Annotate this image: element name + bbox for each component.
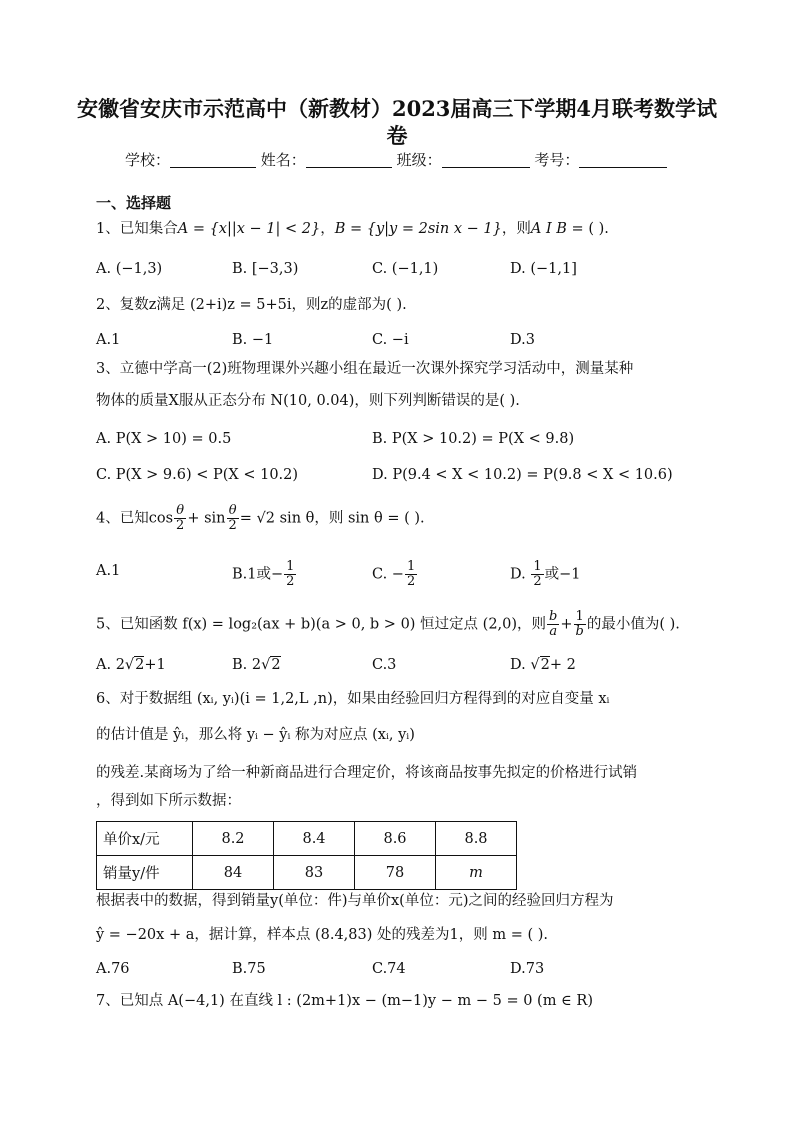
- q4-option-b-text: B.1或−: [232, 566, 284, 583]
- q4-equation: = √2 sin θ，则 sin θ = ( ).: [239, 510, 425, 527]
- class-blank[interactable]: [442, 152, 530, 168]
- q5-option-a-pre: A. 2: [96, 657, 125, 673]
- q2-option-c[interactable]: C. −i: [372, 332, 409, 348]
- q5-fraction-1-over-b: [574, 610, 586, 639]
- q1-set-a: A = {x||x − 1| < 2}: [177, 221, 321, 237]
- q2-option-d[interactable]: D.3: [510, 332, 535, 348]
- question-1-stem: [96, 218, 609, 240]
- class-label: 班级：: [396, 151, 442, 169]
- exam-no-blank[interactable]: [579, 152, 667, 168]
- question-6-line6: ŷ = −20x + a，据计算，样本点 (8.4,83) 处的残差为1，则 m = ( ).: [96, 927, 548, 943]
- q4-option-d-fraction: [531, 560, 543, 589]
- q4-option-d-text: 或−1: [544, 566, 581, 583]
- q5-option-a-post: +1: [144, 657, 166, 673]
- q5-frac2-num: 1: [575, 609, 584, 624]
- q1-text-b: ，则: [501, 221, 531, 237]
- q5-option-b-radicand: 2: [271, 657, 281, 673]
- school-label: 学校：: [125, 151, 171, 169]
- table-cell: 83: [274, 856, 355, 890]
- q4-option-d-den: 2: [533, 574, 542, 589]
- q5-option-d-pre: D.: [510, 657, 526, 673]
- name-label: 姓名：: [260, 151, 306, 169]
- section-title-choice: 一、选择题: [96, 194, 172, 212]
- table-cell: 8.4: [274, 822, 355, 856]
- question-5-stem: [96, 610, 680, 639]
- q5-text-a: 5、已知函数 f(x) = log₂(ax + b)(a > 0, b > 0) 恒过定点 (2,0)，则: [96, 616, 547, 633]
- q5-option-d-radicand: 2: [540, 657, 550, 673]
- q4-frac2-num: θ: [228, 503, 237, 518]
- q4-option-c-fraction: [405, 560, 417, 589]
- table-cell: m: [436, 856, 517, 890]
- q4-option-a[interactable]: A.1: [96, 563, 121, 579]
- q1-text-c: = ( ).: [566, 221, 609, 237]
- q3-option-c[interactable]: C. P(X > 9.6) < P(X < 10.2): [96, 467, 299, 483]
- exam-no-label: 考号：: [534, 151, 580, 169]
- question-3-line1: 3、立德中学高一(2)班物理课外兴趣小组在最近一次课外探究学习活动中，测量某种: [96, 361, 634, 377]
- q3-option-b[interactable]: B. P(X > 10.2) = P(X < 9.8): [372, 431, 575, 447]
- q4-text-pre: 4、已知: [96, 510, 149, 527]
- student-info-line: [125, 149, 667, 170]
- q5-frac1-num: b: [549, 609, 558, 624]
- q3-option-d[interactable]: D. P(9.4 < X < 10.2) = P(9.8 < X < 10.6): [372, 467, 673, 483]
- q5-option-d-post: + 2: [549, 657, 576, 673]
- table-row: [97, 822, 517, 856]
- q4-option-b[interactable]: [232, 560, 297, 589]
- question-6-line1: 6、对于数据组 (xᵢ, yᵢ)(i = 1,2,L ,n)，如果由经验回归方程得到的对应自变量 xᵢ: [96, 691, 610, 707]
- q1-option-c[interactable]: C. (−1,1): [372, 261, 439, 277]
- question-3-line2: 物体的质量X服从正态分布 N(10, 0.04)，则下列判断错误的是( ).: [96, 393, 520, 409]
- school-blank[interactable]: [170, 152, 256, 168]
- table-cell: 78: [355, 856, 436, 890]
- q4-frac2-den: 2: [228, 518, 237, 533]
- q5-option-b-pre: B. 2: [232, 657, 262, 673]
- question-4-stem: [96, 504, 425, 533]
- q1-option-b[interactable]: B. [−3,3): [232, 261, 299, 277]
- q6-option-c[interactable]: C.74: [372, 961, 406, 977]
- table-cell: 8.6: [355, 822, 436, 856]
- q4-cos: cos: [148, 510, 174, 527]
- q6-option-b[interactable]: B.75: [232, 961, 266, 977]
- q1-set-b: B = {y|y = 2sin x − 1}: [334, 221, 502, 237]
- q3-option-a[interactable]: A. P(X > 10) = 0.5: [96, 431, 232, 447]
- q6-data-table: [96, 821, 517, 890]
- q1-comma: ，: [320, 221, 335, 237]
- q4-option-d[interactable]: [510, 560, 580, 589]
- q4-option-d-label: D.: [510, 566, 531, 583]
- question-6-line5: 根据表中的数据，得到销量y(单位：件)与单价x(单位：元)之间的经验回归方程为: [96, 893, 614, 909]
- q4-option-c-num: 1: [406, 559, 416, 574]
- q2-option-b[interactable]: B. −1: [232, 332, 274, 348]
- q4-fraction-1: [174, 504, 186, 533]
- question-6-line3: 的残差.某商场为了给一种新商品进行合理定价，将该商品按事先拟定的价格进行试销: [96, 765, 638, 781]
- question-2-stem: 2、复数z满足 (2+i)z = 5+5i，则z的虚部为( ).: [96, 297, 407, 313]
- q5-frac1-den: a: [549, 624, 558, 639]
- table-cell: 84: [193, 856, 274, 890]
- q4-plus-sin: + sin: [187, 510, 226, 527]
- table-header-sales: 销量y/件: [97, 856, 193, 890]
- q2-option-a[interactable]: A.1: [96, 332, 121, 348]
- q4-frac1-den: 2: [176, 518, 185, 533]
- q5-option-d[interactable]: D. √2+ 2: [510, 657, 576, 673]
- q5-text-b: 的最小值为( ).: [586, 616, 680, 633]
- question-6-line2: 的估计值是 ŷᵢ，那么将 yᵢ − ŷᵢ 称为对应点 (xᵢ, yᵢ): [96, 727, 415, 743]
- exam-title-line2: 卷: [386, 123, 408, 148]
- q4-option-c-den: 2: [406, 574, 416, 589]
- q5-option-a[interactable]: A. 2√2+1: [96, 657, 166, 673]
- exam-title: [70, 95, 724, 149]
- q4-option-b-den: 2: [286, 574, 295, 589]
- q6-option-a[interactable]: A.76: [96, 961, 130, 977]
- q1-text-a: 1、已知集合: [96, 221, 178, 237]
- table-header-price: 单价x/元: [97, 822, 193, 856]
- table-cell: 8.8: [436, 822, 517, 856]
- q5-option-c[interactable]: C.3: [372, 657, 397, 673]
- q1-expr: A I B: [530, 221, 567, 237]
- table-cell: 8.2: [193, 822, 274, 856]
- q4-fraction-2: [227, 504, 239, 533]
- q4-option-c-text: C. −: [372, 566, 404, 583]
- q1-option-a[interactable]: A. (−1,3): [96, 261, 163, 277]
- q4-option-b-fraction: [284, 560, 296, 589]
- question-6-line4: ，得到如下所示数据：: [96, 793, 241, 809]
- name-blank[interactable]: [306, 152, 392, 168]
- q5-option-a-radicand: 2: [135, 657, 145, 673]
- q4-option-d-num: 1: [533, 559, 542, 574]
- question-7-stem: 7、已知点 A(−4,1) 在直线 l : (2m+1)x − (m−1)y − m − 5 = 0 (m ∈ R): [96, 993, 593, 1009]
- q5-frac2-den: b: [575, 624, 584, 639]
- q5-option-b[interactable]: B. 2√2: [232, 657, 281, 673]
- q6-option-d[interactable]: D.73: [510, 961, 545, 977]
- q4-frac1-num: θ: [176, 503, 185, 518]
- q4-option-b-num: 1: [286, 559, 295, 574]
- q4-option-c[interactable]: [372, 560, 418, 589]
- q5-fraction-b-over-a: [547, 610, 559, 639]
- q5-plus: +: [560, 616, 573, 633]
- q1-option-d[interactable]: D. (−1,1]: [510, 261, 577, 277]
- exam-title-line1: 安徽省安庆市示范高中（新教材）2023届高三下学期4月联考数学试: [76, 96, 718, 121]
- table-row: [97, 856, 517, 890]
